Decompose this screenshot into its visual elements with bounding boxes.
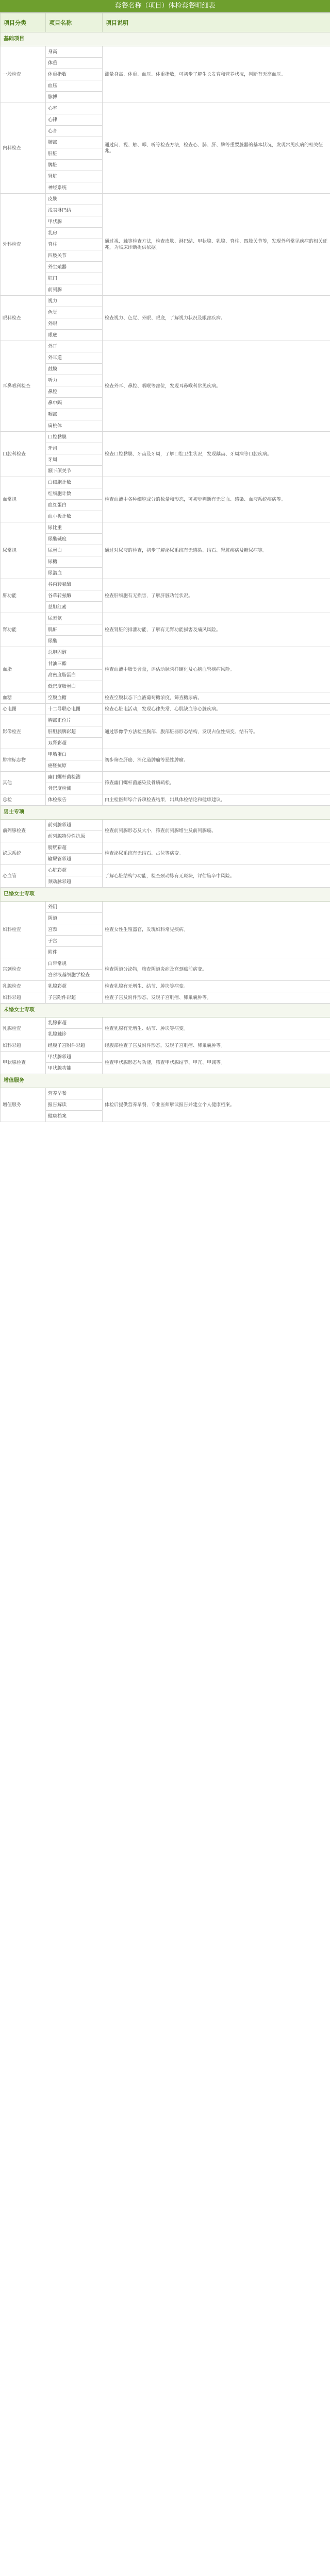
description-cell: 筛查幽门螺杆菌感染及骨质疏松。 — [103, 772, 330, 794]
category-cell: 血糖 — [1, 692, 46, 704]
category-cell: 血脂 — [1, 647, 46, 692]
table-row — [1, 613, 330, 624]
category-cell: 妇科检查 — [1, 902, 46, 958]
item-cell: 尿潜血 — [46, 568, 103, 579]
item-cell: 健康档案 — [46, 1111, 103, 1122]
item-cell: 皮肤 — [46, 194, 103, 205]
description-cell: 检查口腔黏膜、牙齿及牙周，了解口腔卫生状况，发现龋齿、牙周病等口腔疾病。 — [103, 432, 330, 477]
item-cell: 肌酐 — [46, 624, 103, 636]
item-cell: 宫颈液基细胞学检查 — [46, 970, 103, 981]
description-cell: 检查空腹状态下血液葡萄糖浓度，筛查糖尿病。 — [103, 692, 330, 704]
table-row — [1, 715, 330, 726]
section-row — [1, 806, 330, 820]
description-cell: 初步筛查肝癌、消化道肿瘤等恶性肿瘤。 — [103, 749, 330, 772]
table-row — [1, 46, 330, 58]
category-cell: 肝功能 — [1, 579, 46, 613]
item-cell: 鼓膜 — [46, 364, 103, 375]
item-cell: 咽部 — [46, 409, 103, 420]
section-row — [1, 32, 330, 46]
item-cell: 谷丙转氨酶 — [46, 579, 103, 590]
item-cell: 红细胞计数 — [46, 488, 103, 500]
table-row — [1, 647, 330, 658]
item-cell: 甲胎蛋白 — [46, 749, 103, 760]
category-cell: 心血管 — [1, 865, 46, 888]
table-row — [1, 1040, 330, 1052]
category-cell: 影像检查 — [1, 715, 46, 749]
item-cell: 肝脏 — [46, 148, 103, 160]
table-row — [1, 579, 330, 590]
table-row — [1, 1052, 330, 1063]
item-cell: 颞下颌关节 — [46, 466, 103, 477]
item-cell: 乳腺彩超 — [46, 1018, 103, 1029]
category-cell: 尿常规 — [1, 522, 46, 579]
description-cell: 检查阴道分泌物，筛查阴道炎症及宫颈癌前病变。 — [103, 958, 330, 981]
category-cell: 血常规 — [1, 477, 46, 522]
item-cell: 谷草转氨酶 — [46, 590, 103, 602]
item-cell: 总胆固醇 — [46, 647, 103, 658]
item-cell: 脉搏 — [46, 92, 103, 103]
item-cell: 白细胞计数 — [46, 477, 103, 488]
item-cell: 子宫 — [46, 936, 103, 947]
table-row — [1, 981, 330, 992]
table-row — [1, 296, 330, 307]
item-cell: 骨密度检测 — [46, 783, 103, 794]
table-row — [1, 477, 330, 488]
description-cell: 了解心脏结构与功能，检查颈动脉有无斑块，评估脑卒中风险。 — [103, 865, 330, 888]
description-cell: 检查泌尿系统有无结石、占位等病变。 — [103, 842, 330, 865]
description-cell: 检查女性生殖器官，发现妇科常见疾病。 — [103, 902, 330, 958]
item-cell: 甲状腺彩超 — [46, 1052, 103, 1063]
item-cell: 四肢关节 — [46, 250, 103, 262]
section-title: 基础项目 — [1, 32, 330, 46]
item-cell: 宫颈 — [46, 924, 103, 936]
item-cell: 色觉 — [46, 307, 103, 318]
item-cell: 胸部正位片 — [46, 715, 103, 726]
table-header — [1, 13, 330, 32]
item-cell: 扁桃体 — [46, 420, 103, 432]
table-row — [1, 1088, 330, 1099]
page-title: 套餐名称（项目）体检套餐明细表 — [0, 0, 330, 13]
item-cell: 乳腺彩超 — [46, 981, 103, 992]
header-col3: 项目说明 — [103, 13, 330, 32]
category-cell: 眼科检查 — [1, 296, 46, 341]
item-cell: 营养早餐 — [46, 1088, 103, 1099]
section-row — [1, 1074, 330, 1088]
item-cell: 尿酸 — [46, 636, 103, 647]
item-cell: 口腔黏膜 — [46, 432, 103, 443]
header-col1: 项目分类 — [1, 13, 46, 32]
section-row — [1, 888, 330, 902]
table-row — [1, 194, 330, 205]
checkup-table — [0, 13, 330, 1122]
item-cell: 肝胆胰脾彩超 — [46, 726, 103, 738]
header-col2: 项目名称 — [46, 13, 103, 32]
section-row — [1, 1004, 330, 1018]
table-row — [1, 1018, 330, 1029]
description-cell: 通过影像学方法检查胸部、腹部脏器形态结构，发现占位性病变、结石等。 — [103, 715, 330, 749]
item-cell: 甲状腺功能 — [46, 1063, 103, 1074]
item-cell: 肛门 — [46, 273, 103, 284]
description-cell: 检查血液中脂类含量，评估动脉粥样硬化及心脑血管疾病风险。 — [103, 647, 330, 692]
category-cell: 妇科彩超 — [1, 1040, 46, 1052]
category-cell: 乳腺检查 — [1, 1018, 46, 1040]
category-cell: 甲状腺检查 — [1, 1052, 46, 1074]
item-cell: 牙周 — [46, 454, 103, 466]
category-cell: 外科检查 — [1, 194, 46, 296]
item-cell: 体重 — [46, 58, 103, 69]
table-row — [1, 865, 330, 876]
item-cell: 心脏彩超 — [46, 865, 103, 876]
item-cell: 脾脏 — [46, 160, 103, 171]
table-row — [1, 902, 330, 913]
item-cell: 附件 — [46, 947, 103, 958]
item-cell: 鼻腔 — [46, 386, 103, 398]
section-title: 未婚女士专项 — [1, 1004, 330, 1018]
item-cell: 心率 — [46, 103, 103, 114]
table-row — [1, 772, 330, 783]
category-cell: 心电图 — [1, 704, 46, 715]
table-row — [1, 842, 330, 854]
item-cell: 外眼 — [46, 318, 103, 330]
description-cell: 由主检医师综合各项检查结果，出具体检结论和健康建议。 — [103, 794, 330, 806]
item-cell: 鼻中隔 — [46, 398, 103, 409]
item-cell: 尿酸碱度 — [46, 534, 103, 545]
description-cell: 检查乳腺有无增生、结节、肿块等病变。 — [103, 981, 330, 992]
item-cell: 身高 — [46, 46, 103, 58]
item-cell: 肺部 — [46, 137, 103, 148]
item-cell: 眼底 — [46, 330, 103, 341]
category-cell: 内科检查 — [1, 103, 46, 194]
category-cell: 一般检查 — [1, 46, 46, 103]
description-cell: 测量身高、体重、血压、体重指数，可初步了解生长发育和营养状况，判断有无高血压。 — [103, 46, 330, 103]
item-cell: 白带常规 — [46, 958, 103, 970]
item-cell: 膀胱彩超 — [46, 842, 103, 854]
item-cell: 前列腺彩超 — [46, 820, 103, 831]
item-cell: 血压 — [46, 80, 103, 92]
item-cell: 乳腺触诊 — [46, 1029, 103, 1040]
category-cell: 其他 — [1, 772, 46, 794]
category-cell: 前列腺检查 — [1, 820, 46, 842]
item-cell: 血小板计数 — [46, 511, 103, 522]
item-cell: 前列腺 — [46, 284, 103, 296]
item-cell: 外耳 — [46, 341, 103, 352]
description-cell: 经腹部检查子宫及附件形态，发现子宫肌瘤、卵巢囊肿等。 — [103, 1040, 330, 1052]
item-cell: 浅表淋巴结 — [46, 205, 103, 216]
description-cell: 检查乳腺有无增生、结节、肿块等病变。 — [103, 1018, 330, 1040]
item-cell: 输尿管彩超 — [46, 854, 103, 865]
category-cell: 宫颈检查 — [1, 958, 46, 981]
item-cell: 脊柱 — [46, 239, 103, 250]
category-cell: 泌尿系统 — [1, 842, 46, 865]
description-cell: 检查心脏电活动，发现心律失常、心肌缺血等心脏疾病。 — [103, 704, 330, 715]
description-cell: 检查子宫及附件形态，发现子宫肌瘤、卵巢囊肿等。 — [103, 992, 330, 1004]
table-row — [1, 820, 330, 831]
table-row — [1, 704, 330, 715]
table-row — [1, 992, 330, 1004]
category-cell: 乳腺检查 — [1, 981, 46, 992]
item-cell: 甘油三酯 — [46, 658, 103, 670]
item-cell: 牙齿 — [46, 443, 103, 454]
item-cell: 幽门螺杆菌检测 — [46, 772, 103, 783]
item-cell: 外生殖器 — [46, 262, 103, 273]
item-cell: 颈动脉彩超 — [46, 876, 103, 888]
section-title: 已婚女士专项 — [1, 888, 330, 902]
item-cell: 高密度脂蛋白 — [46, 670, 103, 681]
item-cell: 甲状腺 — [46, 216, 103, 228]
item-cell: 体检报告 — [46, 794, 103, 806]
category-cell: 口腔科检查 — [1, 432, 46, 477]
item-cell: 心律 — [46, 114, 103, 126]
table-row — [1, 692, 330, 704]
table-row — [1, 794, 330, 806]
item-cell: 尿素氮 — [46, 613, 103, 624]
item-cell: 总胆红素 — [46, 602, 103, 613]
table-row — [1, 749, 330, 760]
description-cell: 检查外耳、鼻腔、咽喉等部位，发现耳鼻喉科常见疾病。 — [103, 341, 330, 432]
item-cell: 阴道 — [46, 913, 103, 924]
item-cell: 听力 — [46, 375, 103, 386]
description-cell: 检查肾脏的排泄功能，了解有无肾功能损害及痛风风险。 — [103, 613, 330, 647]
description-cell: 检查视力、色觉、外眼、眼底，了解视力状况及眼部疾病。 — [103, 296, 330, 341]
item-cell: 十二导联心电图 — [46, 704, 103, 715]
category-cell: 增值服务 — [1, 1088, 46, 1122]
item-cell: 双肾彩超 — [46, 738, 103, 749]
table-row — [1, 958, 330, 970]
item-cell: 乳房 — [46, 228, 103, 239]
item-cell: 肾脏 — [46, 171, 103, 182]
item-cell: 低密度脂蛋白 — [46, 681, 103, 692]
category-cell: 妇科彩超 — [1, 992, 46, 1004]
section-title: 男士专项 — [1, 806, 330, 820]
item-cell: 尿比重 — [46, 522, 103, 534]
item-cell: 经腹子宫附件彩超 — [46, 1040, 103, 1052]
description-cell: 通过对尿液的检查，初步了解泌尿系统有无感染、结石、肾脏疾病及糖尿病等。 — [103, 522, 330, 579]
table-body — [1, 32, 330, 1122]
description-cell: 检查血液中各种细胞成分的数量和形态，可初步判断有无贫血、感染、血液系统疾病等。 — [103, 477, 330, 522]
category-cell: 耳鼻喉科检查 — [1, 341, 46, 432]
table-row — [1, 432, 330, 443]
category-cell: 总检 — [1, 794, 46, 806]
item-cell: 子宫附件彩超 — [46, 992, 103, 1004]
item-cell: 视力 — [46, 296, 103, 307]
item-cell: 外阴 — [46, 902, 103, 913]
item-cell: 心音 — [46, 126, 103, 137]
description-cell: 体检后提供营养早餐，专业医师解读报告并建立个人健康档案。 — [103, 1088, 330, 1122]
table-row — [1, 103, 330, 114]
description-cell: 检查前列腺形态及大小，筛查前列腺增生及前列腺癌。 — [103, 820, 330, 842]
item-cell: 空腹血糖 — [46, 692, 103, 704]
category-cell: 肿瘤标志物 — [1, 749, 46, 772]
description-cell: 检查甲状腺形态与功能，筛查甲状腺结节、甲亢、甲减等。 — [103, 1052, 330, 1074]
item-cell: 尿糖 — [46, 556, 103, 568]
item-cell: 报告解读 — [46, 1099, 103, 1111]
table-row — [1, 522, 330, 534]
item-cell: 神经系统 — [46, 182, 103, 194]
item-cell: 血红蛋白 — [46, 500, 103, 511]
item-cell: 体重指数 — [46, 69, 103, 80]
description-cell: 通过问、视、触、叩、听等检查方法，检查心、肺、肝、脾等重要脏器的基本状况，发现常见疾病的相关征兆。 — [103, 103, 330, 194]
item-cell: 前列腺特异性抗原 — [46, 831, 103, 842]
description-cell: 通过视、触等检查方法，检查皮肤、淋巴结、甲状腺、乳腺、脊柱、四肢关节等，发现外科常见疾病的相关征兆，为临床诊断提供依据。 — [103, 194, 330, 296]
item-cell: 癌胚抗原 — [46, 760, 103, 772]
category-cell: 肾功能 — [1, 613, 46, 647]
item-cell: 外耳道 — [46, 352, 103, 364]
section-title: 增值服务 — [1, 1074, 330, 1088]
item-cell: 尿蛋白 — [46, 545, 103, 556]
table-row — [1, 341, 330, 352]
description-cell: 检查肝细胞有无损害，了解肝脏功能状况。 — [103, 579, 330, 613]
